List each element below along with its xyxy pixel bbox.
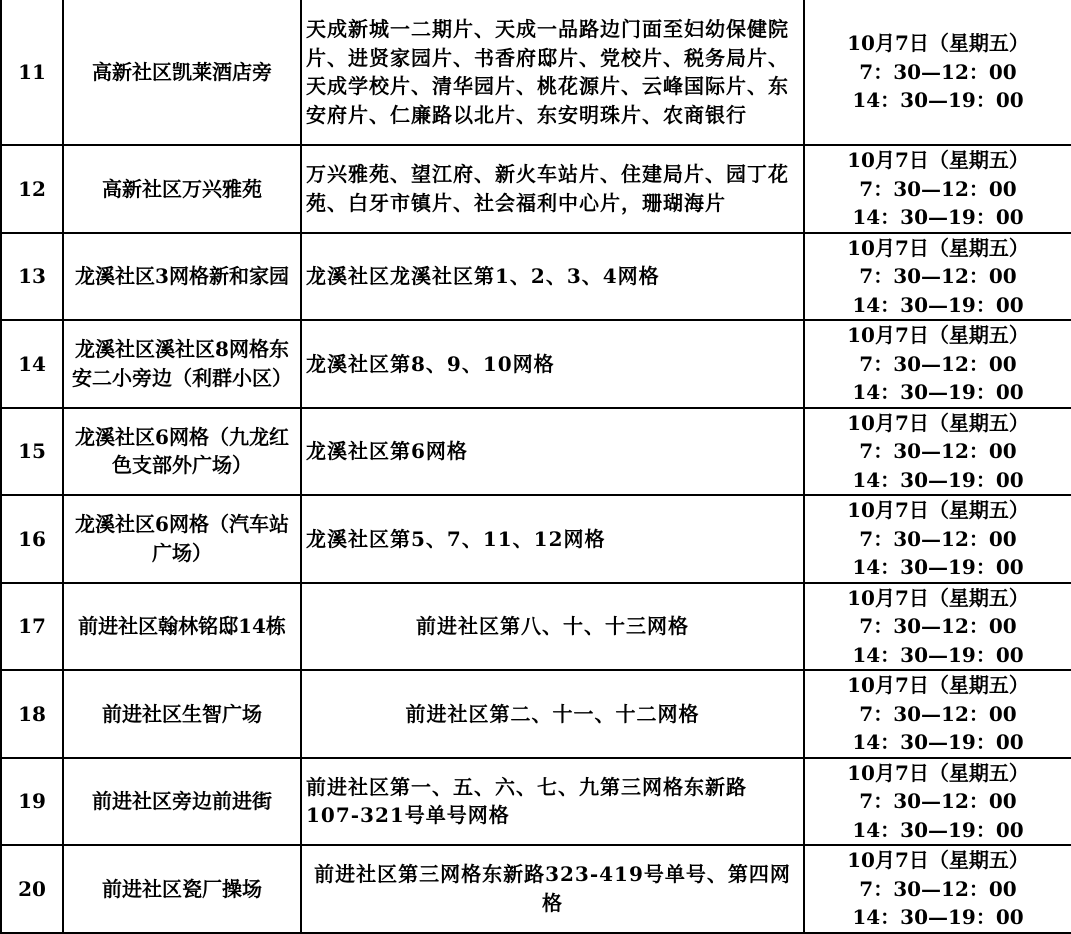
afternoon-time: 14：30—19：00 bbox=[852, 817, 1024, 842]
morning-time: 7：30—12：00 bbox=[859, 439, 1017, 463]
row-number: 15 bbox=[1, 408, 63, 496]
date-label: 10月7日（星期五） bbox=[847, 235, 1029, 260]
time-cell bbox=[804, 320, 1071, 408]
row-number: 17 bbox=[1, 583, 63, 671]
morning-time: 7：30—12：00 bbox=[859, 701, 1017, 726]
table-row bbox=[1, 495, 1071, 583]
date-label: 10月7日（星期五） bbox=[847, 323, 1029, 347]
morning-time: 7：30—12：00 bbox=[859, 59, 1017, 84]
morning-time: 7：30—12：00 bbox=[859, 176, 1017, 201]
row-number: 11 bbox=[1, 0, 63, 145]
coverage-area: 龙溪社区第8、9、10网格 bbox=[301, 320, 804, 408]
afternoon-time: 14：30—19：00 bbox=[852, 205, 1024, 229]
table-row bbox=[1, 758, 1071, 846]
testing-site: 高新社区凯莱酒店旁 bbox=[63, 0, 301, 145]
table-row bbox=[1, 0, 1071, 145]
time-cell bbox=[804, 670, 1071, 758]
afternoon-time: 14：30—19：00 bbox=[852, 88, 1024, 113]
morning-time: 7：30—12：00 bbox=[859, 351, 1017, 376]
time-cell bbox=[804, 0, 1071, 145]
afternoon-time: 14：30—19：00 bbox=[852, 730, 1024, 754]
afternoon-time: 14：30—19：00 bbox=[852, 380, 1024, 404]
date-label: 10月7日（星期五） bbox=[847, 410, 1029, 435]
table-row bbox=[1, 845, 1071, 933]
testing-site: 前进社区旁边前进街 bbox=[63, 758, 301, 846]
table-row bbox=[1, 320, 1071, 408]
testing-site: 前进社区翰林铭邸14栋 bbox=[63, 583, 301, 671]
time-cell bbox=[804, 233, 1071, 321]
time-cell bbox=[804, 583, 1071, 671]
time-cell bbox=[804, 145, 1071, 233]
morning-time: 7：30—12：00 bbox=[859, 264, 1017, 288]
afternoon-time: 14：30—19：00 bbox=[852, 467, 1024, 492]
testing-site: 龙溪社区溪社区8网格东安二小旁边（利群小区） bbox=[63, 320, 301, 408]
table-row bbox=[1, 145, 1071, 233]
date-label: 10月7日（星期五） bbox=[847, 760, 1029, 785]
table-row bbox=[1, 670, 1071, 758]
date-label: 10月7日（星期五） bbox=[847, 848, 1029, 872]
afternoon-time: 14：30—19：00 bbox=[852, 292, 1024, 317]
testing-site: 龙溪社区3网格新和家园 bbox=[63, 233, 301, 321]
testing-site: 前进社区生智广场 bbox=[63, 670, 301, 758]
afternoon-time: 14：30—19：00 bbox=[852, 642, 1024, 667]
testing-site: 龙溪社区6网格（汽车站广场） bbox=[63, 495, 301, 583]
coverage-area: 前进社区第一、五、六、七、九第三网格东新路107-321号单号网格 bbox=[301, 758, 804, 846]
coverage-area: 前进社区第二、十一、十二网格 bbox=[301, 670, 804, 758]
morning-time: 7：30—12：00 bbox=[859, 614, 1017, 638]
afternoon-time: 14：30—19：00 bbox=[852, 555, 1024, 579]
testing-site: 前进社区瓷厂操场 bbox=[63, 845, 301, 933]
coverage-area: 龙溪社区龙溪社区第1、2、3、4网格 bbox=[301, 233, 804, 321]
coverage-area: 龙溪社区第5、7、11、12网格 bbox=[301, 495, 804, 583]
time-cell bbox=[804, 845, 1071, 933]
testing-site: 龙溪社区6网格（九龙红色支部外广场） bbox=[63, 408, 301, 496]
date-label: 10月7日（星期五） bbox=[847, 148, 1029, 172]
coverage-area: 龙溪社区第6网格 bbox=[301, 408, 804, 496]
table-row bbox=[1, 408, 1071, 496]
row-number: 13 bbox=[1, 233, 63, 321]
date-label: 10月7日（星期五） bbox=[847, 31, 1029, 56]
row-number: 16 bbox=[1, 495, 63, 583]
testing-site: 高新社区万兴雅苑 bbox=[63, 145, 301, 233]
date-label: 10月7日（星期五） bbox=[847, 585, 1029, 610]
time-cell bbox=[804, 495, 1071, 583]
coverage-area: 天成新城一二期片、天成一品路边门面至妇幼保健院片、进贤家园片、书香府邸片、党校片、税务局片、天成学校片、清华园片、桃花源片、云峰国际片、东安府片、仁廉路以北片、东安明珠片、农商银行 bbox=[301, 0, 804, 145]
row-number: 20 bbox=[1, 845, 63, 933]
table-row bbox=[1, 583, 1071, 671]
row-number: 19 bbox=[1, 758, 63, 846]
morning-time: 7：30—12：00 bbox=[859, 876, 1017, 901]
time-cell bbox=[804, 408, 1071, 496]
date-label: 10月7日（星期五） bbox=[847, 498, 1029, 522]
coverage-area: 万兴雅苑、望江府、新火车站片、住建局片、园丁花苑、白牙市镇片、社会福利中心片，珊瑚海片 bbox=[301, 145, 804, 233]
morning-time: 7：30—12：00 bbox=[859, 789, 1017, 813]
time-cell bbox=[804, 758, 1071, 846]
table-row bbox=[1, 233, 1071, 321]
date-label: 10月7日（星期五） bbox=[847, 673, 1029, 697]
row-number: 14 bbox=[1, 320, 63, 408]
afternoon-time: 14：30—19：00 bbox=[852, 905, 1024, 929]
coverage-area: 前进社区第三网格东新路323-419号单号、第四网格 bbox=[301, 845, 804, 933]
row-number: 18 bbox=[1, 670, 63, 758]
row-number: 12 bbox=[1, 145, 63, 233]
morning-time: 7：30—12：00 bbox=[859, 526, 1017, 551]
coverage-area: 前进社区第八、十、十三网格 bbox=[301, 583, 804, 671]
